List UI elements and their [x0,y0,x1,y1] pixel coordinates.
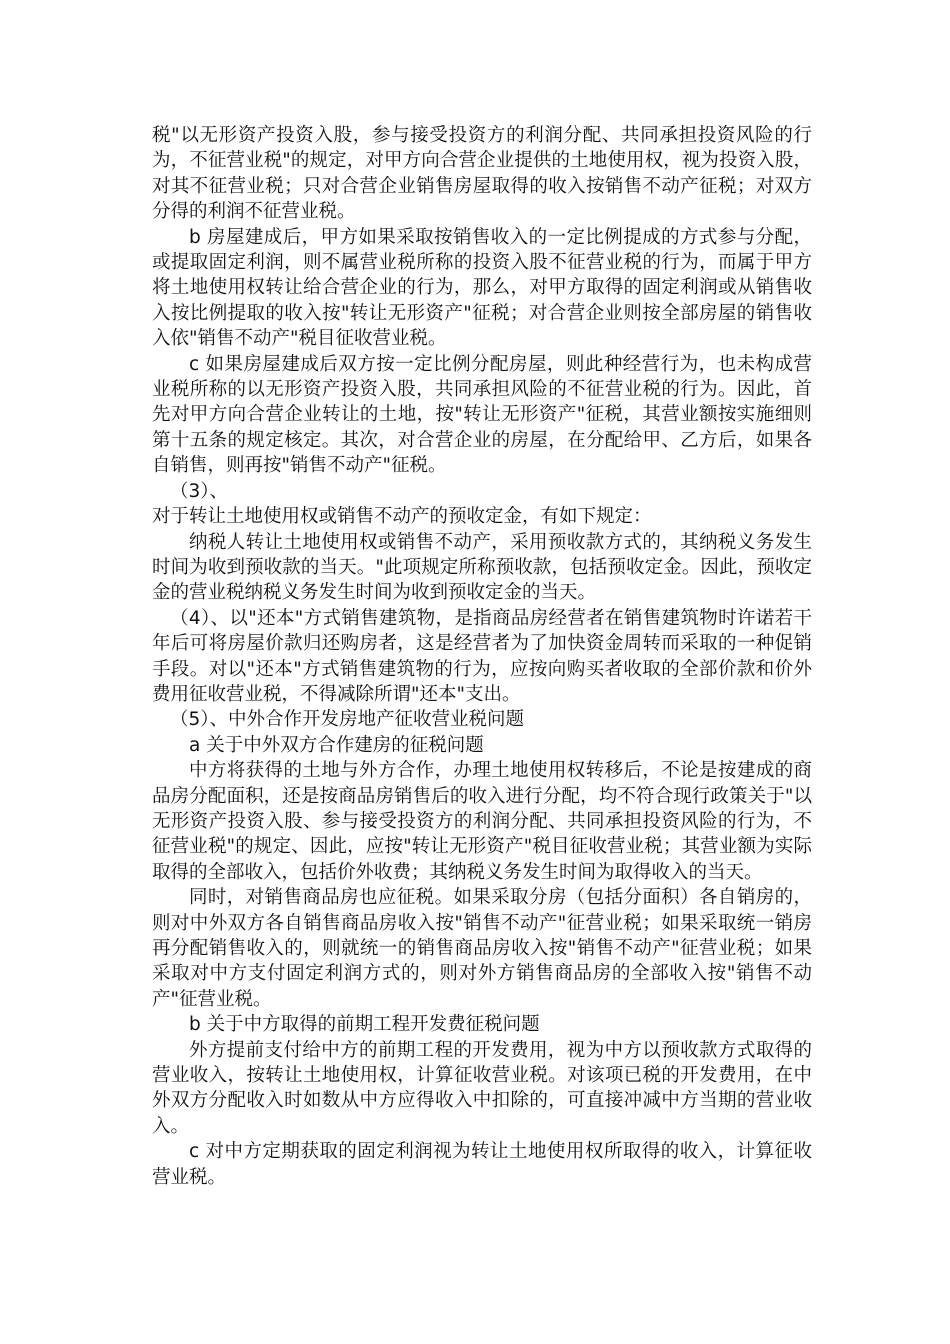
paragraph-item-c: c 如果房屋建成后双方按一定比例分配房屋，则此种经营行为，也未构成营业税所称的以无形资产投资入股，共同承担风险的不征营业税的行为。因此，首先对甲方向合营企业转让的土地，按"转让无形资产"征税，其营业额按实施细则第十五条的规定核定。其次，对合营企业的房屋，在分配给甲、乙方后，如果各自销售，则再按"销售不动产"征税。 [152,353,812,477]
subheading-a: a 关于中外双方合作建房的征税问题 [189,734,484,756]
section-heading-5: （5）、中外合作开发房地产征收营业税问题 [170,709,525,731]
subheading-b: b 关于中方取得的前期工程开发费征税问题 [189,1014,540,1036]
document-body [152,123,812,1190]
paragraph: 纳税人转让土地使用权或销售不动产，采用预收款方式的，其纳税义务发生时间为收到预收款的当天。"此项规定所称预收款，包括预收定金。因此，预收定金的营业税纳税义务发生时间为收到预收定金的当天。 [152,531,812,604]
section-paragraph-4: （4）、以"还本"方式销售建筑物，是指商品房经营者在销售建筑物时许诺若干年后可将房屋价款归还购房者，这是经营者为了加快资金周转而采取的一种促销手段。对以"还本"方式销售建筑物的行为，应按向购买者收取的全部价款和价外费用征收营业税，不得减除所谓"还本"支出。 [152,607,812,705]
paragraph-item-b: b 房屋建成后，甲方如果采取按销售收入的一定比例提成的方式参与分配，或提取固定利润，则不属营业税所称的投资入股不征营业税的行为，而属于甲方将土地使用权转让给合营企业的行为，那么，对甲方取得的固定利润或从销售收入按比例提取的收入按"转让无形资产"征税；对合营企业则按全部房屋的销售收入依"销售不动产"税目征收营业税。 [152,226,812,350]
paragraph: 对于转让土地使用权或销售不动产的预收定金，有如下规定： [152,506,652,528]
paragraph: 中方将获得的土地与外方合作，办理土地使用权转移后，不论是按建成的商品房分配面积，还是按商品房销售后的收入进行分配，均不符合现行政策关于"以无形资产投资入股、参与接受投资方的利润分配、共同承担投资风险的行为，不征营业税"的规定、因此，应按"转让无形资产"税目征收营业税；其营业额为实际取得的全部收入，包括价外收费；其纳税义务发生时间为取得收入的当天。 [152,760,812,883]
section-heading-3: （3）、 [170,480,229,502]
paragraph: 税"以无形资产投资入股，参与接受投资方的利润分配、共同承担投资风险的行为，不征营业税"的规定，对甲方向合营企业提供的土地使用权，视为投资入股，对其不征营业税；只对合营企业销售房屋取得的收入按销售不动产征税；对双方分得的利润不征营业税。 [152,125,812,223]
paragraph-item-c: c 对中方定期获取的固定利润视为转让土地使用权所取得的收入，计算征收营业税。 [152,1141,812,1188]
paragraph: 外方提前支付给中方的前期工程的开发费用，视为中方以预收款方式取得的营业收入，按转让土地使用权，计算征收营业税。对该项已税的开发费用，在中外双方分配收入时如数从中方应得收入中扣除的，可直接冲减中方当期的营业收入。 [152,1039,812,1137]
paragraph: 同时，对销售商品房也应征税。如果采取分房（包括分面积）各自销房的，则对中外双方各自销售商品房收入按"销售不动产"征营业税；如果采取统一销房再分配销售收入的，则就统一的销售商品房收入按"销售不动产"征营业税；如果采取对中方支付固定利润方式的，则对外方销售商品房的全部收入按"销售不动产"征营业税。 [152,887,812,1010]
